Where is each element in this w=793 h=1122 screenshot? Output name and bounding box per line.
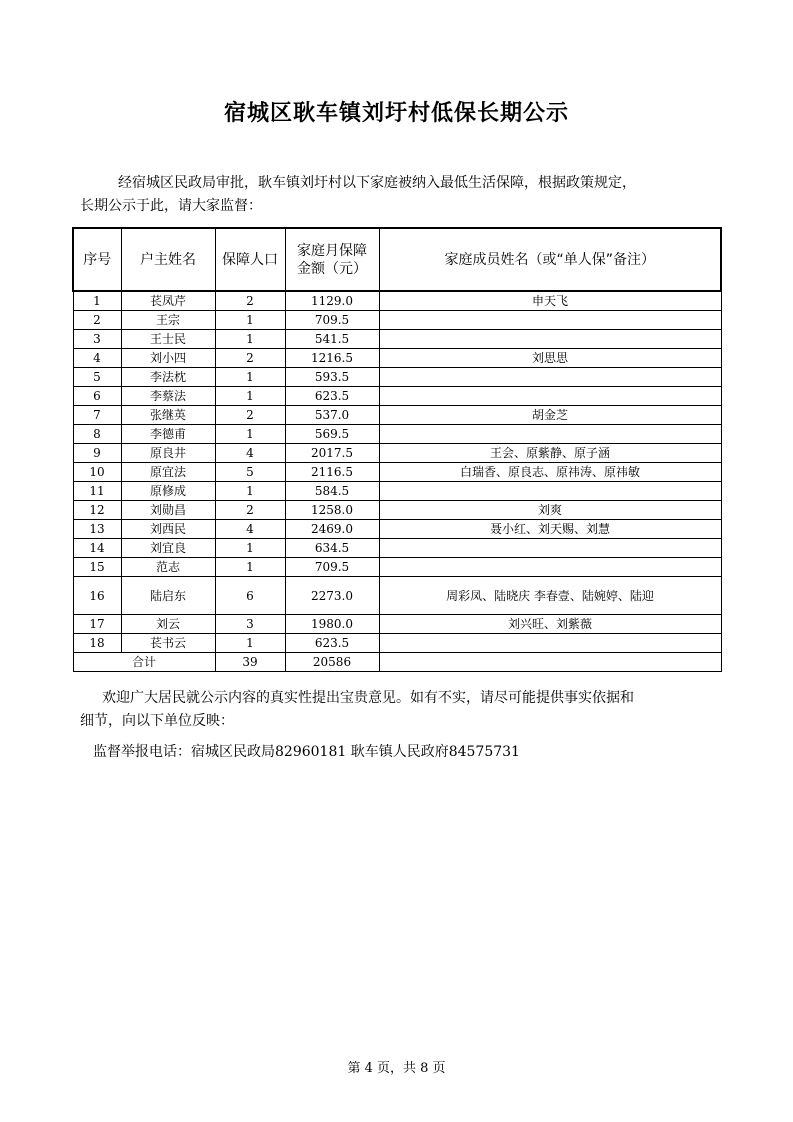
header-amount: 家庭月保障金额（元） — [285, 228, 379, 291]
cell-people: 5 — [215, 463, 285, 482]
cell-members: 王会、原紫静、原子涵 — [379, 444, 721, 463]
cell-amount: 2273.0 — [285, 577, 379, 615]
cell-members: 刘爽 — [379, 501, 721, 520]
table-row — [73, 577, 721, 615]
cell-no: 12 — [73, 501, 121, 520]
contact-line: 监督举报电话：宿城区民政局82960181 耿车镇人民政府84575731 — [93, 744, 520, 760]
cell-people: 1 — [215, 482, 285, 501]
cell-members — [379, 425, 721, 444]
cell-members: 刘兴旺、刘紫薇 — [379, 615, 721, 634]
cell-people: 1 — [215, 425, 285, 444]
cell-people: 2 — [215, 406, 285, 425]
cell-members: 白瑞香、原良志、原祎涛、原祎敏 — [379, 463, 721, 482]
outro-line-2: 细节，向以下单位反映： — [80, 713, 234, 729]
cell-household-head: 张继英 — [121, 406, 215, 425]
header-no: 序号 — [73, 228, 121, 291]
cell-no: 9 — [73, 444, 121, 463]
page-footer: 第 4 页，共 8 页 — [347, 1061, 446, 1076]
cell-members: 周彩凤、陆晓庆 李春壹、陆婉婷、陆迎 — [379, 577, 721, 615]
cell-members: 聂小红、刘天赐、刘慧 — [379, 520, 721, 539]
cell-household-head: 刘勋昌 — [121, 501, 215, 520]
subsidy-table — [72, 227, 722, 672]
table-row — [73, 501, 721, 520]
header-household-head: 户主姓名 — [121, 228, 215, 291]
table-row — [73, 349, 721, 368]
cell-people: 4 — [215, 444, 285, 463]
cell-household-head: 王士民 — [121, 330, 215, 349]
table-body — [73, 291, 721, 672]
cell-people: 1 — [215, 634, 285, 653]
cell-household-head: 刘西民 — [121, 520, 215, 539]
table-row — [73, 558, 721, 577]
cell-members — [379, 311, 721, 330]
table-row — [73, 368, 721, 387]
table-row — [73, 539, 721, 558]
cell-household-head: 刘小四 — [121, 349, 215, 368]
table-row — [73, 291, 721, 311]
cell-household-head: 原宜法 — [121, 463, 215, 482]
cell-no: 10 — [73, 463, 121, 482]
table-row — [73, 406, 721, 425]
table-row — [73, 615, 721, 634]
cell-amount: 709.5 — [285, 311, 379, 330]
cell-amount: 2469.0 — [285, 520, 379, 539]
cell-amount: 584.5 — [285, 482, 379, 501]
cell-household-head: 范志 — [121, 558, 215, 577]
cell-people: 1 — [215, 368, 285, 387]
cell-household-head: 陆启东 — [121, 577, 215, 615]
cell-amount: 2017.5 — [285, 444, 379, 463]
cell-people: 4 — [215, 520, 285, 539]
cell-amount: 623.5 — [285, 634, 379, 653]
cell-people: 3 — [215, 615, 285, 634]
cell-no: 5 — [73, 368, 121, 387]
cell-amount: 537.0 — [285, 406, 379, 425]
cell-amount: 1980.0 — [285, 615, 379, 634]
header-members: 家庭成员姓名（或“单人保”备注） — [379, 228, 721, 291]
cell-no: 1 — [73, 291, 121, 311]
table-row — [73, 387, 721, 406]
total-people: 39 — [215, 653, 285, 672]
table-row — [73, 520, 721, 539]
total-amount: 20586 — [285, 653, 379, 672]
cell-people: 1 — [215, 311, 285, 330]
table-row — [73, 482, 721, 501]
table-row — [73, 330, 721, 349]
cell-people: 1 — [215, 539, 285, 558]
cell-members: 胡金芝 — [379, 406, 721, 425]
cell-no: 18 — [73, 634, 121, 653]
cell-amount: 623.5 — [285, 387, 379, 406]
cell-amount: 541.5 — [285, 330, 379, 349]
cell-no: 17 — [73, 615, 121, 634]
intro-line-2: 长期公示于此，请大家监督： — [80, 198, 262, 214]
table-total-row — [73, 653, 721, 672]
cell-household-head: 原良井 — [121, 444, 215, 463]
cell-no: 16 — [73, 577, 121, 615]
cell-amount: 1216.5 — [285, 349, 379, 368]
cell-members — [379, 539, 721, 558]
cell-people: 2 — [215, 501, 285, 520]
table-header-row — [73, 228, 721, 291]
cell-people: 1 — [215, 330, 285, 349]
intro-paragraph — [80, 172, 720, 218]
table-row — [73, 311, 721, 330]
cell-household-head: 苌凤芹 — [121, 291, 215, 311]
table-row — [73, 425, 721, 444]
cell-amount: 634.5 — [285, 539, 379, 558]
cell-no: 6 — [73, 387, 121, 406]
cell-members: 刘思思 — [379, 349, 721, 368]
cell-household-head: 王宗 — [121, 311, 215, 330]
cell-household-head: 李蔡法 — [121, 387, 215, 406]
cell-people: 6 — [215, 577, 285, 615]
cell-household-head: 苌书云 — [121, 634, 215, 653]
cell-members — [379, 482, 721, 501]
header-people: 保障人口 — [215, 228, 285, 291]
intro-line-1: 经宿城区民政局审批，耿车镇刘圩村以下家庭被纳入最低生活保障，根据政策规定， — [118, 175, 636, 191]
cell-no: 15 — [73, 558, 121, 577]
outro-line-1: 欢迎广大居民就公示内容的真实性提出宝贵意见。如有不实，请尽可能提供事实依据和 — [102, 690, 634, 706]
cell-amount: 1258.0 — [285, 501, 379, 520]
cell-household-head: 原修成 — [121, 482, 215, 501]
cell-no: 13 — [73, 520, 121, 539]
cell-members — [379, 368, 721, 387]
cell-people: 2 — [215, 349, 285, 368]
cell-no: 3 — [73, 330, 121, 349]
page-title: 宿城区耿车镇刘圩村低保长期公示 — [223, 101, 569, 126]
cell-no: 11 — [73, 482, 121, 501]
cell-no: 7 — [73, 406, 121, 425]
outro-paragraph — [80, 687, 720, 733]
table-row — [73, 463, 721, 482]
cell-household-head: 李法枕 — [121, 368, 215, 387]
cell-people: 1 — [215, 387, 285, 406]
cell-amount: 569.5 — [285, 425, 379, 444]
table-row — [73, 444, 721, 463]
cell-household-head: 刘宜良 — [121, 539, 215, 558]
cell-amount: 709.5 — [285, 558, 379, 577]
table-row — [73, 634, 721, 653]
cell-people: 2 — [215, 291, 285, 311]
cell-no: 8 — [73, 425, 121, 444]
cell-household-head: 刘云 — [121, 615, 215, 634]
cell-household-head: 李德甫 — [121, 425, 215, 444]
cell-members — [379, 634, 721, 653]
cell-no: 4 — [73, 349, 121, 368]
total-label: 合计 — [73, 653, 215, 672]
cell-people: 1 — [215, 558, 285, 577]
cell-no: 2 — [73, 311, 121, 330]
total-members — [379, 653, 721, 672]
cell-members: 申天飞 — [379, 291, 721, 311]
cell-amount: 1129.0 — [285, 291, 379, 311]
cell-members — [379, 387, 721, 406]
cell-amount: 593.5 — [285, 368, 379, 387]
cell-no: 14 — [73, 539, 121, 558]
cell-members — [379, 558, 721, 577]
cell-amount: 2116.5 — [285, 463, 379, 482]
cell-members — [379, 330, 721, 349]
